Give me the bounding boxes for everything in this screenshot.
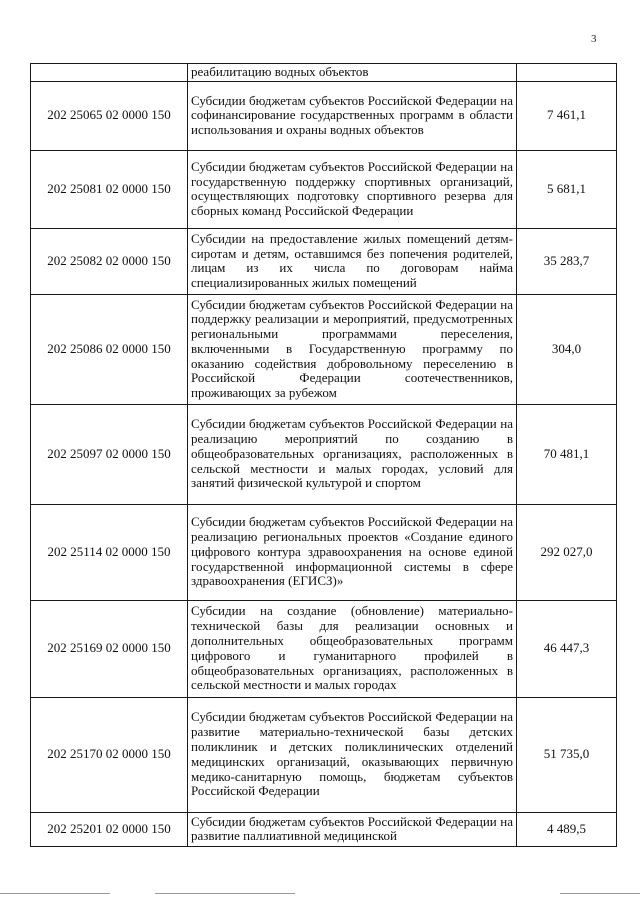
table-row (31, 697, 617, 812)
description-cell: Субсидии бюджетам субъектов Российской Федерации на реализацию региональных проектов «Создание единого цифрового контура здравоохранения на основе единой государственной информационной системы в сфере здравоохранения (ЕГИСЗ)» (188, 504, 517, 600)
description-cell: Субсидии бюджетам субъектов Российской Федерации на софинансирование государственных программ в области использования и охраны водных объектов (188, 81, 517, 150)
amount-cell: 70 481,1 (517, 404, 617, 504)
description-cell: Субсидии на предоставление жилых помещений детям-сиротам и детям, оставшимся без попечения родителей, лицам из их числа по договорам найма специализированных жилых помещений (188, 228, 517, 294)
amount-cell: 51 735,0 (517, 697, 617, 812)
amount-cell: 7 461,1 (517, 81, 617, 150)
description-cell: Субсидии бюджетам субъектов Российской Федерации на государственную поддержку спортивных организаций, осуществляющих подготовку спортивного резерва для сборных команд Российской Федерации (188, 150, 517, 228)
scan-edge-line (155, 893, 295, 894)
amount-cell: 292 027,0 (517, 504, 617, 600)
table-row (31, 150, 617, 228)
table-row (31, 81, 617, 150)
description-cell: Субсидии бюджетам субъектов Российской Федерации на развитие материально-технической базы детских поликлиник и детских поликлинических отделений медицинских организаций, оказывающих первичную медико-санитарную помощь, бюджетам субъектов Российской Федерации (188, 697, 517, 812)
budget-code-cell: 202 25086 02 0000 150 (31, 294, 188, 404)
table-row (31, 294, 617, 404)
table-row (31, 64, 617, 82)
budget-code-cell (31, 64, 188, 82)
budget-code-cell: 202 25170 02 0000 150 (31, 697, 188, 812)
scan-edge-line (560, 893, 640, 894)
table-row (31, 812, 617, 846)
description-cell: Субсидии бюджетам субъектов Российской Федерации на реализацию мероприятий по созданию в общеобразовательных организациях, расположенных в сельской местности и малых городах, условий для занятий физической культурой и спортом (188, 404, 517, 504)
amount-cell (517, 64, 617, 82)
amount-cell: 304,0 (517, 294, 617, 404)
description-cell: Субсидии бюджетам субъектов Российской Федерации на развитие паллиативной медицинской (188, 812, 517, 846)
budget-code-cell: 202 25114 02 0000 150 (31, 504, 188, 600)
page-number: 3 (591, 33, 597, 45)
amount-cell: 46 447,3 (517, 600, 617, 697)
amount-cell: 5 681,1 (517, 150, 617, 228)
scan-edge-line (0, 893, 110, 894)
description-cell: Субсидии на создание (обновление) материально-технической базы для реализации основных и дополнительных общеобразовательных программ цифрового и гуманитарного профилей в общеобразовательных организациях, расположенных в сельской местности и малых городах (188, 600, 517, 697)
table-row (31, 504, 617, 600)
budget-code-cell: 202 25081 02 0000 150 (31, 150, 188, 228)
budget-code-cell: 202 25097 02 0000 150 (31, 404, 188, 504)
amount-cell: 35 283,7 (517, 228, 617, 294)
budget-code-cell: 202 25201 02 0000 150 (31, 812, 188, 846)
amount-cell: 4 489,5 (517, 812, 617, 846)
subsidies-table (30, 63, 617, 847)
budget-code-cell: 202 25169 02 0000 150 (31, 600, 188, 697)
table-row (31, 404, 617, 504)
budget-code-cell: 202 25065 02 0000 150 (31, 81, 188, 150)
table-row (31, 600, 617, 697)
description-cell: реабилитацию водных объектов (188, 64, 517, 82)
budget-code-cell: 202 25082 02 0000 150 (31, 228, 188, 294)
table-row (31, 228, 617, 294)
description-cell: Субсидии бюджетам субъектов Российской Федерации на поддержку реализации и мероприятий, предусмотренных региональными программами переселения, включенными в Государственную программу по оказанию содействия добровольному переселению в Российской Федерации соотечественников, проживающих за рубежом (188, 294, 517, 404)
